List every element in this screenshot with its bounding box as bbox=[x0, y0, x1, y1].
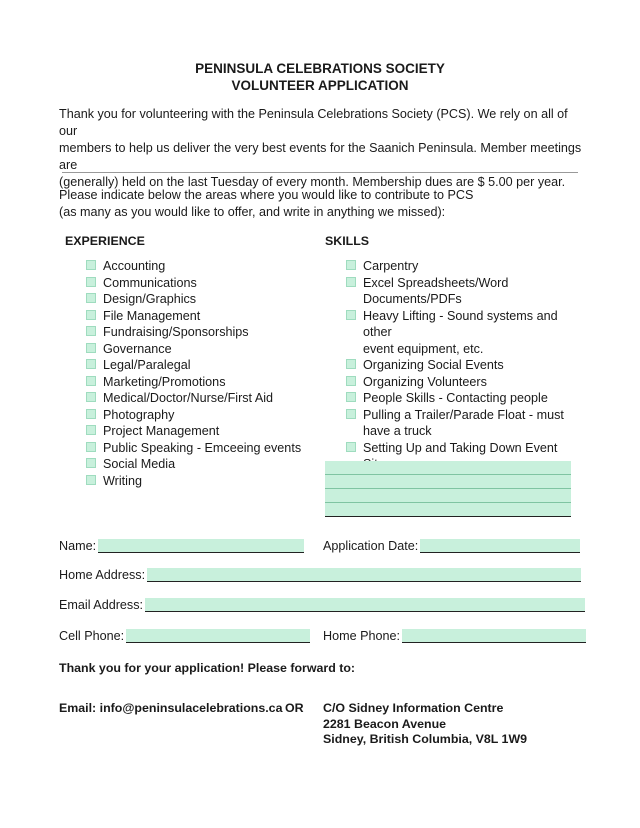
skills-item bbox=[346, 390, 586, 407]
experience-item bbox=[86, 456, 301, 473]
other-description-field[interactable] bbox=[325, 461, 571, 517]
checkbox[interactable] bbox=[86, 260, 96, 270]
experience-item bbox=[86, 341, 301, 358]
home-phone-label: Home Phone: bbox=[323, 629, 401, 643]
skills-item bbox=[346, 407, 586, 440]
experience-label: Marketing/Promotions bbox=[103, 374, 226, 389]
checkbox[interactable] bbox=[86, 475, 96, 485]
checkbox[interactable] bbox=[346, 277, 356, 287]
checkbox[interactable] bbox=[346, 359, 356, 369]
divider bbox=[62, 172, 578, 173]
form-title: VOLUNTEER APPLICATION bbox=[231, 78, 409, 93]
experience-item bbox=[86, 407, 301, 424]
checkbox[interactable] bbox=[86, 458, 96, 468]
other-line[interactable] bbox=[325, 503, 571, 517]
org-name: PENINSULA CELEBRATIONS SOCIETY bbox=[195, 61, 445, 76]
intro-line: (generally) held on the last Tuesday of every month. Membership dues are $ 5.00 per year. bbox=[59, 175, 566, 189]
address-line: 2281 Beacon Avenue bbox=[323, 716, 447, 731]
skills-label: Carpentry bbox=[363, 259, 419, 273]
skills-list bbox=[346, 258, 586, 489]
experience-item bbox=[86, 473, 301, 490]
home-phone-field bbox=[323, 629, 586, 643]
cell-phone-field bbox=[59, 629, 310, 643]
experience-list bbox=[86, 258, 301, 489]
home-phone-input[interactable] bbox=[402, 629, 586, 643]
experience-item bbox=[86, 308, 301, 325]
skills-item bbox=[346, 374, 586, 391]
skills-label-cont: Documents/PDFs bbox=[363, 292, 462, 306]
home-address-field bbox=[59, 568, 581, 582]
instructions bbox=[59, 187, 473, 221]
email-address-field bbox=[59, 598, 585, 612]
contact-email: Email: info@peninsulacelebrations.ca bbox=[59, 701, 283, 715]
experience-label: Legal/Paralegal bbox=[103, 358, 191, 372]
experience-item bbox=[86, 357, 301, 374]
other-line[interactable] bbox=[325, 475, 571, 489]
experience-item bbox=[86, 324, 301, 341]
skills-label: Organizing Social Events bbox=[363, 358, 504, 372]
checkbox[interactable] bbox=[346, 442, 356, 452]
experience-item bbox=[86, 374, 301, 391]
skills-item bbox=[346, 308, 586, 358]
checkbox[interactable] bbox=[86, 343, 96, 353]
experience-item bbox=[86, 390, 301, 407]
application-date-label: Application Date: bbox=[323, 539, 419, 553]
checkbox[interactable] bbox=[346, 310, 356, 320]
skills-label: Excel Spreadsheets/Word bbox=[363, 275, 509, 290]
other-line[interactable] bbox=[325, 461, 571, 475]
application-date-input[interactable] bbox=[420, 539, 580, 553]
experience-label: Project Management bbox=[103, 424, 220, 438]
intro-line: members to help us deliver the very best events for the Saanich Peninsula. Member meetings are bbox=[59, 141, 582, 172]
skills-label: Heavy Lifting - Sound systems and other bbox=[363, 308, 558, 339]
checkbox[interactable] bbox=[346, 376, 356, 386]
home-address-input[interactable] bbox=[147, 568, 581, 582]
application-date-field bbox=[323, 539, 580, 553]
mailing-address bbox=[323, 701, 527, 748]
checkbox[interactable] bbox=[86, 277, 96, 287]
email-address-label: Email Address: bbox=[59, 598, 143, 612]
name-input[interactable] bbox=[98, 539, 304, 553]
skills-label: Pulling a Trailer/Parade Float - must bbox=[363, 407, 564, 422]
email-address-input[interactable] bbox=[145, 598, 585, 612]
cell-phone-input[interactable] bbox=[126, 629, 310, 643]
experience-label: Fundraising/Sponsorships bbox=[103, 325, 249, 339]
experience-item bbox=[86, 258, 301, 275]
experience-label: File Management bbox=[103, 308, 201, 323]
address-line: Sidney, British Columbia, V8L 1W9 bbox=[323, 732, 528, 746]
experience-label: Photography bbox=[103, 407, 175, 422]
checkbox[interactable] bbox=[346, 392, 356, 402]
skills-label: People Skills - Contacting people bbox=[363, 391, 548, 405]
skills-item bbox=[346, 258, 586, 275]
intro-line: Thank you for volunteering with the Peninsula Celebrations Society (PCS). We rely on all of our bbox=[59, 107, 568, 138]
checkbox[interactable] bbox=[86, 326, 96, 336]
thanks-message: Thank you for your application! Please forward to: bbox=[59, 661, 356, 675]
checkbox[interactable] bbox=[346, 409, 356, 419]
experience-label: Public Speaking - Emceeing events bbox=[103, 440, 302, 455]
checkbox[interactable] bbox=[86, 310, 96, 320]
skills-label: Setting Up and Taking Down Event bbox=[363, 440, 558, 455]
experience-label: Writing bbox=[103, 473, 142, 488]
checkbox[interactable] bbox=[86, 293, 96, 303]
experience-item bbox=[86, 423, 301, 440]
skills-label-cont: event equipment, etc. bbox=[363, 341, 484, 356]
experience-label: Accounting bbox=[103, 259, 166, 273]
checkbox[interactable] bbox=[86, 392, 96, 402]
address-line: C/O Sidney Information Centre bbox=[323, 701, 504, 715]
other-line[interactable] bbox=[325, 489, 571, 503]
instructions-line: Please indicate below the areas where you would like to contribute to PCS bbox=[59, 188, 474, 202]
checkbox[interactable] bbox=[346, 260, 356, 270]
experience-label: Medical/Doctor/Nurse/First Aid bbox=[103, 391, 274, 405]
experience-heading: EXPERIENCE bbox=[65, 234, 145, 248]
skills-label-cont: have a truck bbox=[363, 424, 432, 438]
experience-item bbox=[86, 440, 301, 457]
intro-paragraph bbox=[59, 106, 589, 191]
home-address-label: Home Address: bbox=[59, 568, 146, 582]
checkbox[interactable] bbox=[86, 409, 96, 419]
checkbox[interactable] bbox=[86, 376, 96, 386]
skills-label: Organizing Volunteers bbox=[363, 374, 487, 389]
experience-label: Governance bbox=[103, 341, 172, 356]
instructions-line: (as many as you would like to offer, and write in anything we missed): bbox=[59, 205, 446, 219]
experience-label: Design/Graphics bbox=[103, 292, 197, 306]
name-field bbox=[59, 539, 304, 553]
experience-label: Communications bbox=[103, 275, 197, 290]
experience-item bbox=[86, 291, 301, 308]
name-label: Name: bbox=[59, 539, 97, 553]
experience-item bbox=[86, 275, 301, 292]
checkbox[interactable] bbox=[86, 425, 96, 435]
skills-item bbox=[346, 357, 586, 374]
skills-item bbox=[346, 275, 586, 308]
skills-heading: SKILLS bbox=[325, 234, 370, 248]
or-separator: OR bbox=[285, 701, 304, 715]
cell-phone-label: Cell Phone: bbox=[59, 629, 125, 643]
experience-label: Social Media bbox=[103, 457, 176, 471]
checkbox[interactable] bbox=[86, 359, 96, 369]
checkbox[interactable] bbox=[86, 442, 96, 452]
